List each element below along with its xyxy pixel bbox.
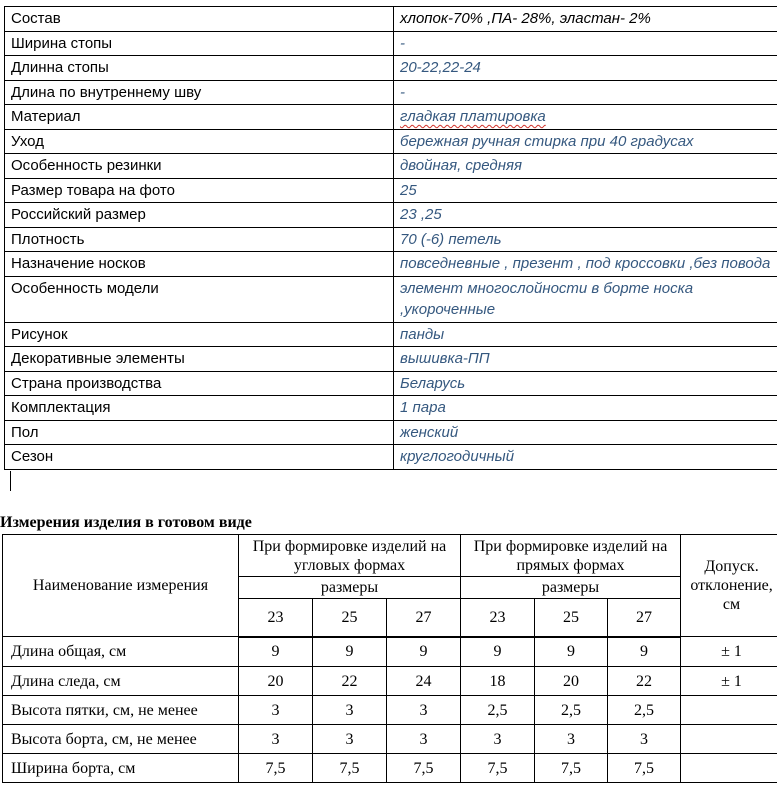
column-group-straight: При формировке изделий на прямых формах xyxy=(461,535,681,577)
spec-key: Плотность xyxy=(5,227,394,252)
cell-tolerance: ± 1 xyxy=(681,637,777,667)
cell-value: 3 xyxy=(461,725,535,754)
spec-value: 20-22,22-24 xyxy=(394,56,777,81)
cell-value: 9 xyxy=(313,637,387,667)
cell-value: 9 xyxy=(461,637,535,667)
text-cursor[interactable] xyxy=(10,471,11,491)
column-group-angular: При формировке изделий на угловых формах xyxy=(239,535,461,577)
table-row xyxy=(5,31,777,56)
cell-value: 20 xyxy=(239,667,313,696)
spec-key: Комплектация xyxy=(5,396,394,421)
column-header-name: Наименование измерения xyxy=(3,535,239,637)
row-label: Ширина борта, см xyxy=(3,754,239,783)
size-header: 27 xyxy=(608,599,681,637)
table-row xyxy=(5,252,777,277)
cell-tolerance xyxy=(681,754,777,783)
table-row xyxy=(5,56,777,81)
spec-value: - xyxy=(394,80,777,105)
tolerance-label: Допуск. отклонение, см xyxy=(690,558,773,613)
cell-value: 22 xyxy=(313,667,387,696)
table-row xyxy=(5,203,777,228)
cell-value: 3 xyxy=(535,725,608,754)
cell-value: 7,5 xyxy=(608,754,681,783)
row-label: Высота пятки, см, не менее xyxy=(3,696,239,725)
cell-tolerance xyxy=(681,725,777,754)
size-header: 23 xyxy=(461,599,535,637)
spec-value: 25 xyxy=(394,178,777,203)
spec-key: Размер товара на фото xyxy=(5,178,394,203)
cell-value: 18 xyxy=(461,667,535,696)
spec-key: Пол xyxy=(5,420,394,445)
cell-value: 24 xyxy=(387,667,461,696)
spec-value: Беларусь xyxy=(394,371,777,396)
cell-value: 3 xyxy=(313,696,387,725)
cell-value: 2,5 xyxy=(608,696,681,725)
spec-key: Рисунок xyxy=(5,322,394,347)
spec-value xyxy=(394,105,777,130)
sizes-label: размеры xyxy=(461,577,681,599)
spec-value: вышивка-ПП xyxy=(394,347,777,372)
spec-key: Особенность модели xyxy=(5,276,394,322)
sizes-label: размеры xyxy=(239,577,461,599)
spec-key: Длина по внутреннему шву xyxy=(5,80,394,105)
cell-value: 3 xyxy=(313,725,387,754)
size-header: 23 xyxy=(239,599,313,637)
spec-key: Декоративные элементы xyxy=(5,347,394,372)
row-label: Длина общая, см xyxy=(3,637,239,667)
spec-table xyxy=(4,6,777,470)
spec-key: Материал xyxy=(5,105,394,130)
spec-value: повседневные , презент , под кроссовки ,без повода xyxy=(394,252,777,277)
cell-value: 3 xyxy=(239,725,313,754)
cell-value: 9 xyxy=(239,637,313,667)
row-label: Длина следа, см xyxy=(3,667,239,696)
column-header-tolerance xyxy=(681,535,777,637)
spec-key: Страна производства xyxy=(5,371,394,396)
spec-key: Российский размер xyxy=(5,203,394,228)
table-row xyxy=(5,178,777,203)
cell-value: 3 xyxy=(387,725,461,754)
table-row xyxy=(5,396,777,421)
cell-value: 7,5 xyxy=(239,754,313,783)
spec-value-text: хлопок-70% ,ПА- 28%, эластан- 2% xyxy=(400,10,651,27)
table-row xyxy=(5,7,777,32)
table-row xyxy=(5,322,777,347)
table-row xyxy=(5,154,777,179)
cell-value: 3 xyxy=(387,696,461,725)
spec-key: Ширина стопы xyxy=(5,31,394,56)
cell-value: 7,5 xyxy=(461,754,535,783)
table-row xyxy=(3,637,777,667)
spec-value: женский xyxy=(394,420,777,445)
spec-value: 70 (-6) петель xyxy=(394,227,777,252)
spec-key: Назначение носков xyxy=(5,252,394,277)
cell-value: 3 xyxy=(608,725,681,754)
spec-value: круглогодичный xyxy=(394,445,777,470)
table-row xyxy=(3,725,777,754)
cell-value: 7,5 xyxy=(535,754,608,783)
table-row xyxy=(3,667,777,696)
table-row xyxy=(3,754,777,783)
spec-value: элемент многослойности в борте носка ,укороченные xyxy=(394,276,777,322)
table-row xyxy=(3,696,777,725)
spec-value xyxy=(394,7,777,32)
cell-tolerance: ± 1 xyxy=(681,667,777,696)
cell-value: 2,5 xyxy=(535,696,608,725)
table-row xyxy=(5,276,777,322)
spec-key: Состав xyxy=(5,7,394,32)
cell-tolerance xyxy=(681,696,777,725)
spec-value: бережная ручная стирка при 40 градусах xyxy=(394,129,777,154)
size-header: 27 xyxy=(387,599,461,637)
cell-value: 7,5 xyxy=(313,754,387,783)
cell-value: 7,5 xyxy=(387,754,461,783)
spec-key: Уход xyxy=(5,129,394,154)
spec-value: панды xyxy=(394,322,777,347)
spec-value: 1 пара xyxy=(394,396,777,421)
spec-value: 23 ,25 xyxy=(394,203,777,228)
table-row xyxy=(5,347,777,372)
table-row xyxy=(5,80,777,105)
measurements-title: Измерения изделия в готовом виде xyxy=(0,514,252,531)
cell-value: 9 xyxy=(608,637,681,667)
table-row xyxy=(5,445,777,470)
cell-value: 9 xyxy=(387,637,461,667)
spec-key: Особенность резинки xyxy=(5,154,394,179)
table-row xyxy=(5,105,777,130)
measurements-table xyxy=(2,534,777,783)
cell-value: 2,5 xyxy=(461,696,535,725)
table-row xyxy=(5,420,777,445)
size-header: 25 xyxy=(535,599,608,637)
cell-value: 22 xyxy=(608,667,681,696)
spec-value: двойная, средняя xyxy=(394,154,777,179)
table-row xyxy=(5,371,777,396)
size-header: 25 xyxy=(313,599,387,637)
cell-value: 9 xyxy=(535,637,608,667)
cell-value: 3 xyxy=(239,696,313,725)
header-row xyxy=(3,535,777,577)
spec-key: Длинна стопы xyxy=(5,56,394,81)
table-row xyxy=(5,129,777,154)
spec-key: Сезон xyxy=(5,445,394,470)
spec-value-text: гладкая платировка xyxy=(400,108,546,125)
cell-value: 20 xyxy=(535,667,608,696)
spec-value: - xyxy=(394,31,777,56)
table-row xyxy=(5,227,777,252)
row-label: Высота борта, см, не менее xyxy=(3,725,239,754)
